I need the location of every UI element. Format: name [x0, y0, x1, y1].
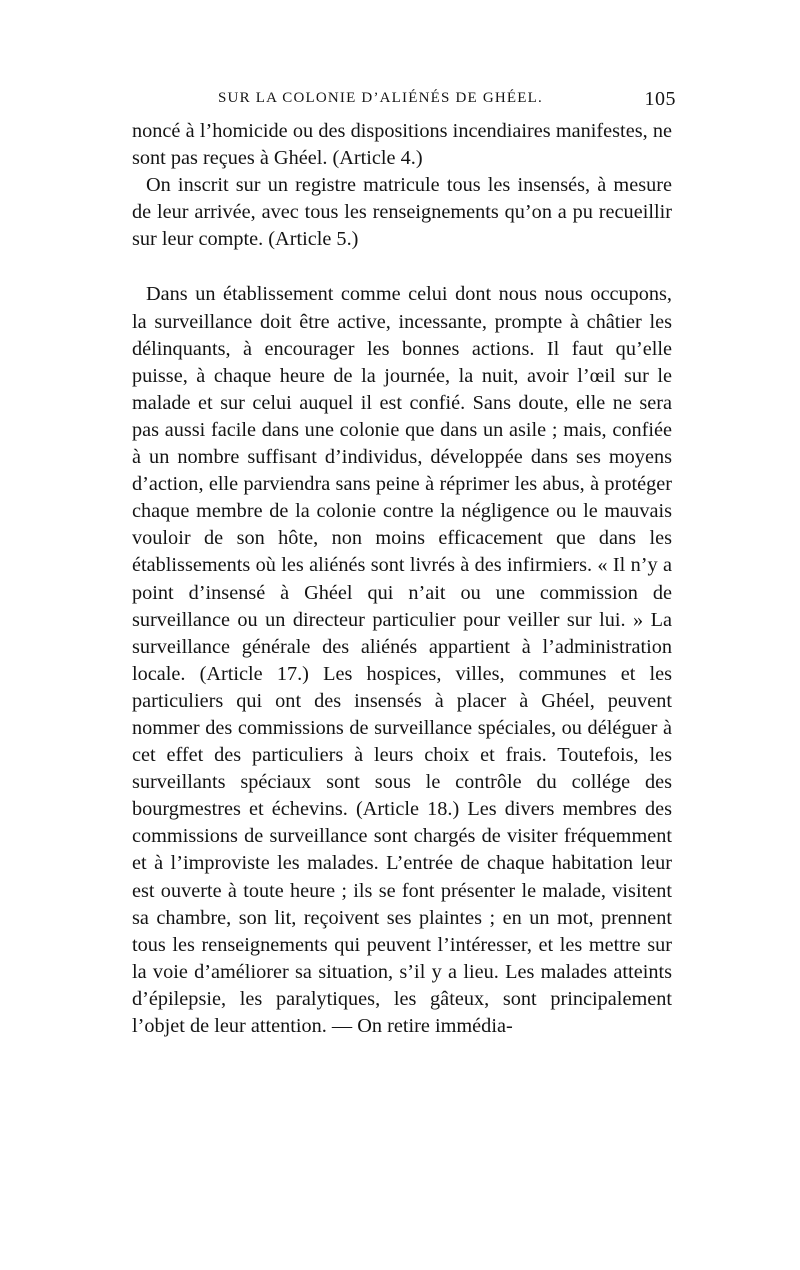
paragraph-continuation: noncé à l’homicide ou des dispositions incendiaires manifestes, ne sont pas reçues à Ghéel. (Article 4.) — [132, 120, 672, 170]
book-page — [132, 88, 676, 1040]
paragraph-gap — [132, 253, 672, 281]
page-header — [132, 88, 676, 118]
page-number: 105 — [644, 88, 676, 110]
paragraph-registry: On inscrit sur un registre matricule tous les insensés, à mesure de leur arrivée, avec tous les renseignements qu’on a pu recueillir sur leur compte. (Article 5.) — [132, 174, 672, 251]
running-head: SUR LA COLONIE D’ALIÉNÉS DE GHÉEL. — [218, 90, 543, 106]
paragraph-surveillance: Dans un établissement comme celui dont nous nous occupons, la surveillance doit être active, incessante, prompte à châtier les délinquants, à encourager les bonnes actions. Il faut qu’elle puisse, à chaque heure de la journée, la nuit, avoir l’œil sur le malade et sur celui auquel il est confié. Sans doute, elle ne sera pas aussi facile dans une colonie que dans un asile ; mais, confiée à un nombre suffisant d’individus, développée dans ses moyens d’action, elle parviendra sans peine à réprimer les abus, à protéger chaque membre de la colonie contre la négligence ou le mauvais vouloir de son hôte, non moins efficacement que dans les établissements où les aliénés sont livrés à des infirmiers. « Il n’y a point d’insensé à Ghéel qui n’ait ou une commission de surveillance ou un directeur particulier pour veiller sur lui. » La surveillance générale des aliénés appartient à l’administration locale. (Article 17.) Les hospices, villes, communes et les particuliers qui ont des insensés à placer à Ghéel, peuvent nommer des commissions de surveillance spéciales, ou déléguer à cet effet des particuliers à leurs choix et frais. Toutefois, les surveillants spéciaux sont sous le contrôle du collége des bourgmestres et échevins. (Article 18.) Les divers membres des commissions de surveillance sont chargés de visiter fréquemment et à l’improviste les malades. L’entrée de chaque habitation leur est ouverte à toute heure ; ils se font présenter le malade, visitent sa chambre, son lit, reçoivent ses plaintes ; en un mot, prennent tous les renseignements qui peuvent l’intéresser, et les mettre sur la voie d’améliorer sa situation, s’il y a lieu. Les malades atteints d’épilepsie, les paralytiques, les gâteux, sont principalement l’objet de leur attention. — On retire immédia- — [132, 283, 672, 1037]
body-text — [132, 118, 672, 1040]
